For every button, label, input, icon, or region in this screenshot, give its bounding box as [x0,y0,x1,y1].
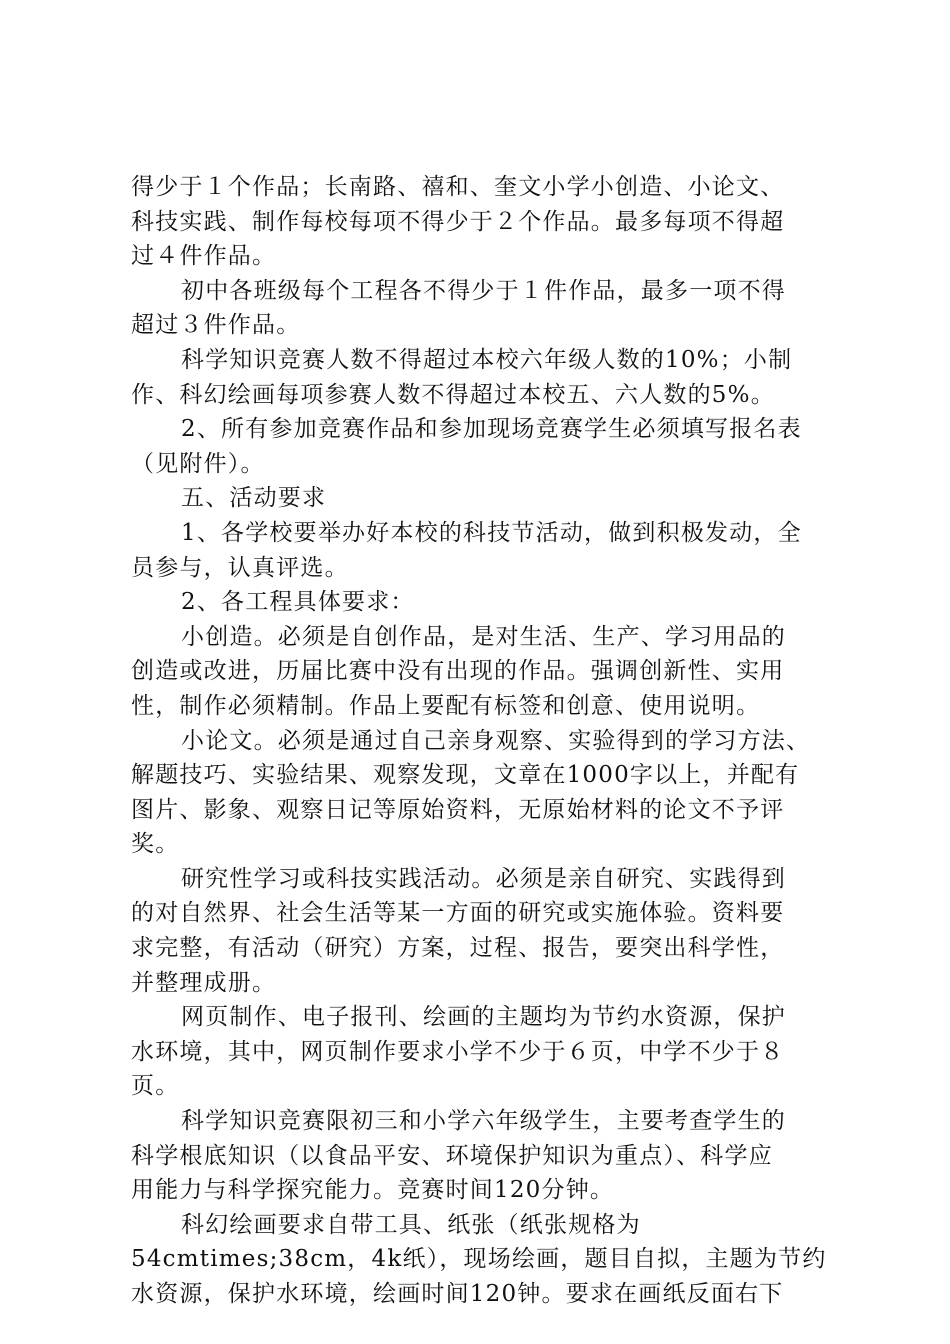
text-line: 并整理成册。 [131,969,277,996]
text-line: 五、活动要求 [181,485,327,512]
text-line: 科幻绘画要求自带工具、纸张（纸张规格为 [181,1211,641,1238]
text-line: 科学知识竞赛限初三和小学六年级学生，主要考查学生的 [181,1108,786,1135]
text-line: 图片、影象、观察日记等原始资料，无原始材料的论文不予评 [131,796,785,823]
text-line: 求完整，有活动（研究）方案，过程、报告，要突出科学性， [131,935,785,962]
text-line: 2、所有参加竞赛作品和参加现场竞赛学生必须填写报名表 [181,416,802,443]
text-line: 页。 [131,1073,180,1100]
text-line: （见附件）。 [131,450,265,477]
text-line: 的对自然界、社会生活等某一方面的研究或实施体验。资料要 [131,900,785,927]
text-line: 网页制作、电子报刊、绘画的主题均为节约水资源，保护 [181,1004,786,1031]
text-line: 科技实践、制作每校每项不得少于２个作品。最多每项不得超 [131,208,785,235]
text-line: 创造或改进，历届比赛中没有出现的作品。强调创新性、实用 [131,658,785,685]
document-body [131,170,831,1312]
text-line: 1、各学校要举办好本校的科技节活动，做到积极发动，全 [181,519,802,546]
text-line: 作、科幻绘画每项参赛人数不得超过本校五、六人数的5%。 [131,381,775,408]
text-line: 水环境，其中，网页制作要求小学不少于６页，中学不少于８ [131,1038,785,1065]
text-line: 用能力与科学探究能力。竞赛时间120分钟。 [131,1177,615,1204]
text-line: 水资源，保护水环境，绘画时间120钟。要求在画纸反面右下 [131,1281,784,1307]
text-line: 性，制作必须精制。作品上要配有标签和创意、使用说明。 [131,692,761,719]
text-line: 54cmtimes;38cm，4k纸），现场绘画，题目自拟，主题为节约 [131,1246,827,1273]
text-line: 小论文。必须是通过自己亲身观察、实验得到的学习方法、 [181,727,811,754]
text-line: 奖。 [131,831,180,858]
text-line: 过４件作品。 [131,243,277,270]
text-line: 超过３件作品。 [131,312,301,339]
text-line: 科学知识竞赛人数不得超过本校六年级人数的10%；小制 [181,346,793,373]
text-line: 解题技巧、实验结果、观察发现，文章在1000字以上，并配有 [131,762,800,789]
text-line: 小创造。必须是自创作品，是对生活、生产、学习用品的 [181,623,786,650]
text-line: 研究性学习或科技实践活动。必须是亲自研究、实践得到 [181,865,786,892]
text-line: 初中各班级每个工程各不得少于１件作品，最多一项不得 [181,277,786,304]
text-line: 员参与，认真评选。 [131,554,349,581]
text-line: 得少于１个作品；长南路、禧和、奎文小学小创造、小论文、 [131,174,785,200]
text-line: 科学根底知识（以食品平安、环境保护知识为重点）、科学应 [131,1142,773,1169]
text-line: 2、各工程具体要求： [181,589,415,616]
